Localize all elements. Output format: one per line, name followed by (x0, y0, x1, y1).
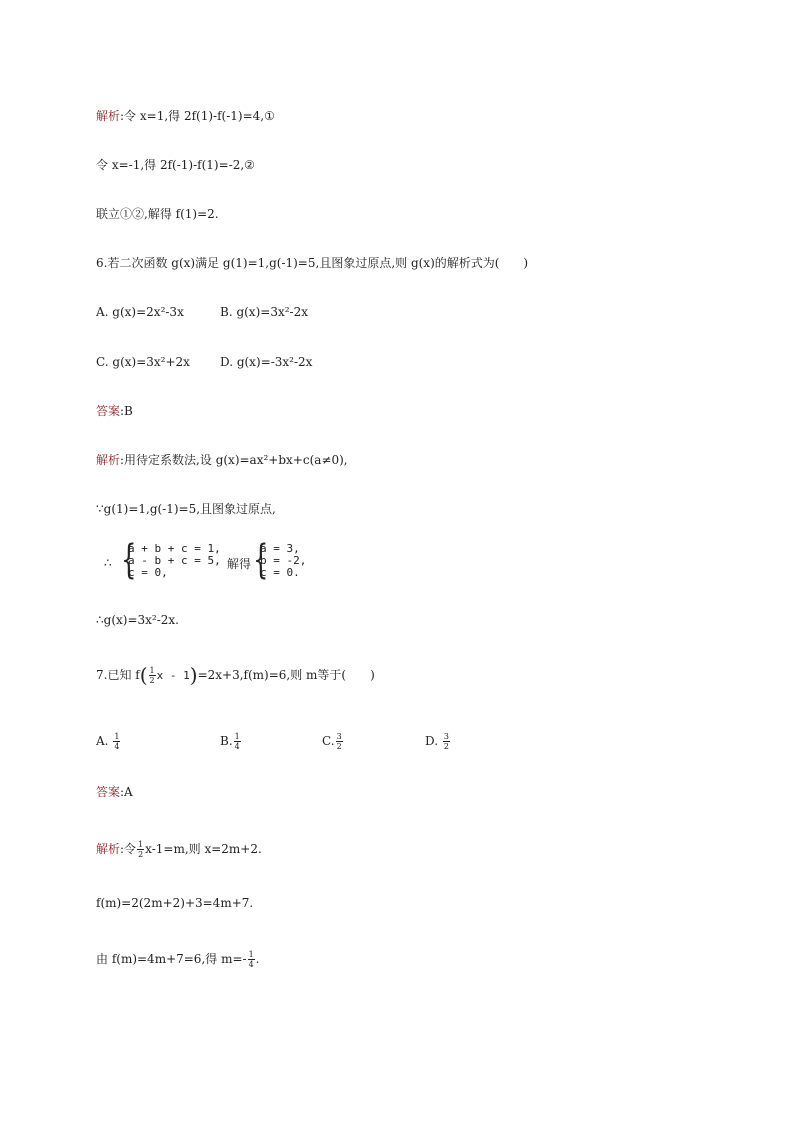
q7-solution-fraction (137, 840, 144, 859)
q7-option-a-label: A. (96, 734, 109, 748)
q7-option-d-fraction (443, 732, 450, 751)
q7-answer (96, 784, 133, 800)
q7-option-c-fraction (336, 732, 343, 751)
q7-stem (96, 663, 375, 687)
q7-option-a-fraction (113, 732, 120, 751)
q7-option-d (425, 732, 451, 751)
q7-solution-line-2: f(m)=2(2m+2)+3=4m+7. (96, 896, 254, 910)
q7-option-c-label: C. (322, 734, 335, 748)
q6-solution-line-2: ∵g(1)=1,g(-1)=5,且图象过原点, (96, 502, 276, 516)
system2-eq-1: a = 3, (260, 542, 300, 555)
frac-numerator: 1 (149, 666, 155, 675)
q6-solution-text-1: :用待定系数法,设 g(x)=ax²+bx+c(a≠0), (120, 453, 348, 467)
frac-denominator: 4 (248, 960, 254, 969)
q6-option-d: D. g(x)=-3x²-2x (220, 355, 313, 369)
q7-solution-line-1 (96, 840, 262, 859)
q7-option-b-label: B. (220, 734, 233, 748)
frac-numerator: 3 (336, 732, 342, 741)
system2-eq-3: c = 0. (260, 566, 300, 579)
system1-eq-1: a + b + c = 1, (128, 542, 221, 555)
frac-denominator: 2 (443, 742, 449, 751)
therefore-symbol: ∴ (104, 556, 112, 570)
frac-denominator: 2 (149, 676, 155, 685)
frac-denominator: 4 (114, 742, 120, 751)
q6-option-c: C. g(x)=3x²+2x (96, 355, 190, 369)
left-brace-2: { (253, 537, 269, 583)
frac-numerator: 1 (114, 732, 120, 741)
q7-solution-prefix: :令 (120, 842, 137, 856)
prev-solution-line-3: 联立①②,解得 f(1)=2. (96, 207, 219, 221)
frac-denominator: 4 (234, 742, 240, 751)
q6-answer-value: :B (120, 404, 133, 418)
q7-option-a (96, 732, 121, 751)
system2-eq-2: b = -2, (260, 554, 307, 567)
q6-conclusion: ∴g(x)=3x²-2x. (96, 613, 179, 627)
answer-label: 答案 (96, 785, 121, 799)
q7-option-b-fraction (234, 732, 241, 751)
q7-solution-line-3 (96, 950, 260, 969)
system1-eq-3: c = 0, (128, 566, 168, 579)
frac-numerator: 1 (234, 732, 240, 741)
equation-system-2 (260, 543, 306, 579)
q7-solution-3-fraction (248, 950, 255, 969)
q7-solution-3-prefix: 由 f(m)=4m+7=6,得 m=- (96, 952, 247, 966)
left-paren: ( (139, 663, 148, 687)
frac-denominator: 2 (336, 742, 342, 751)
solution-label: 解析 (96, 453, 121, 467)
solution-label: 解析 (96, 109, 121, 123)
frac-numerator: 3 (443, 732, 449, 741)
q6-option-b: B. g(x)=3x²-2x (220, 305, 308, 319)
solve-word: 解得 (227, 557, 252, 571)
frac-denominator: 2 (138, 850, 144, 859)
frac-numerator: 1 (138, 840, 144, 849)
prev-solution-text-1: :令 x=1,得 2f(1)-f(-1)=4,① (120, 109, 275, 123)
q6-option-a: A. g(x)=2x²-3x (96, 305, 184, 319)
left-brace-1: { (121, 537, 137, 583)
system1-eq-2: a - b + c = 5, (128, 554, 221, 567)
prev-solution-line-2: 令 x=-1,得 2f(-1)-f(1)=-2,② (96, 158, 255, 172)
q7-solution-text-1: x-1=m,则 x=2m+2. (145, 842, 262, 856)
q7-option-c (322, 732, 344, 751)
q7-solution-3-suffix: . (255, 952, 260, 966)
q7-option-b (220, 732, 242, 751)
q7-answer-value: :A (120, 785, 133, 799)
q6-answer (96, 403, 133, 419)
answer-label: 答案 (96, 404, 121, 418)
prev-solution-line-1 (96, 108, 275, 124)
solution-label: 解析 (96, 842, 121, 856)
q7-stem-prefix: 7.已知 f (96, 668, 140, 682)
frac-numerator: 1 (248, 950, 254, 959)
q7-option-d-label: D. (425, 734, 439, 748)
q6-stem: 6.若二次函数 g(x)满足 g(1)=1,g(-1)=5,且图象过原点,则 g(x)的解析式为( ) (96, 256, 529, 270)
q7-stem-fraction (149, 666, 156, 685)
q6-solution-line-1 (96, 452, 348, 468)
equation-system-1 (128, 543, 221, 579)
q7-stem-suffix: =2x+3,f(m)=6,则 m等于( ) (197, 668, 375, 682)
right-paren: ) (189, 663, 198, 687)
q7-stem-inner: x - 1 (156, 669, 190, 682)
